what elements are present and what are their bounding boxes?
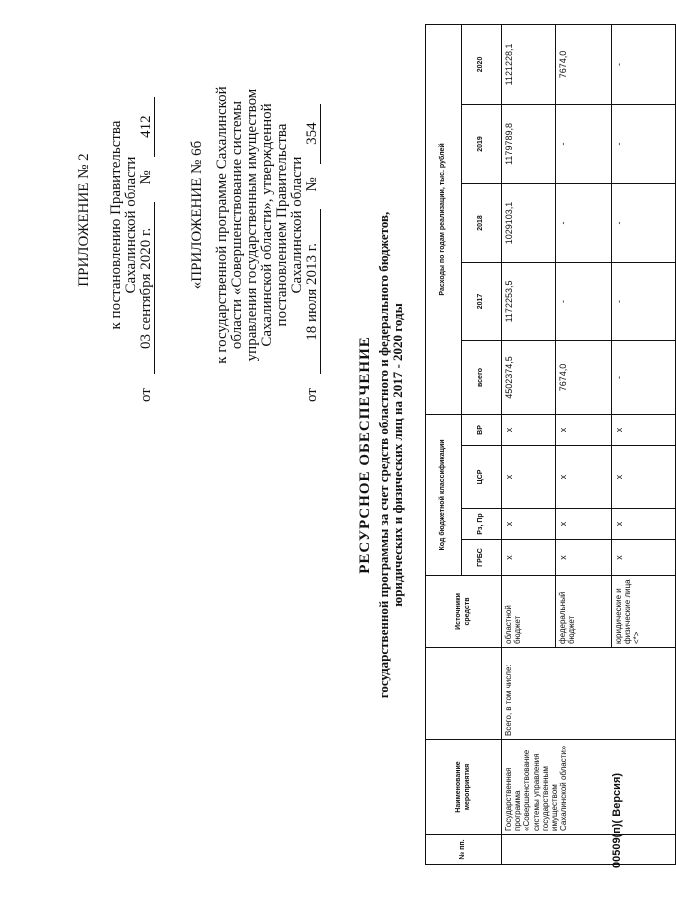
attachment-old-block (190, 40, 321, 410)
cell-2020: 7674,0 (556, 24, 612, 104)
table-row (502, 24, 556, 864)
cell-2020: - (612, 24, 676, 104)
title-main: РЕСУРСНОЕ ОБЕСПЕЧЕНИЕ (357, 336, 373, 574)
cell-total: 7674,0 (556, 340, 612, 414)
footer-code: 00509(п)( Версия) (611, 772, 623, 868)
cell-2017: 1172253,5 (502, 262, 556, 340)
header-grbs: ГРБС (462, 540, 502, 576)
attachment-old-num-label: № (304, 177, 320, 192)
header-sources: Источники средств (426, 576, 502, 648)
header-2018: 2018 (462, 183, 502, 262)
resource-table (425, 24, 676, 865)
document-title (358, 155, 406, 755)
header-kbk: Код бюджетной классификации (426, 414, 462, 575)
attachment-old-line-1: области «Совершенствование системы (229, 100, 245, 350)
cell-source: областной бюджет (502, 576, 556, 648)
attachment-old-heading: «ПРИЛОЖЕНИЕ № 6б (189, 140, 205, 290)
cell-csr: х (612, 446, 676, 509)
cell-rzpr: х (502, 509, 556, 540)
title-sub-line1: государственной программы за счет средств областного и федерального бюджетов, (376, 211, 391, 699)
attachment-old-line-2: управления государственным имуществом (244, 88, 260, 362)
cell-2017: - (556, 262, 612, 340)
cell-2018: 1029103,1 (502, 183, 556, 262)
attachment-new-number: 412 (139, 97, 155, 157)
cell-source: юридические и физические лица <*> (612, 576, 676, 648)
cell-csr: х (502, 446, 556, 509)
attachment-new-from-label: от (138, 388, 154, 402)
attachment-old-line-0: к государственной программе Сахалинской (214, 86, 230, 364)
attachment-new-heading: ПРИЛОЖЕНИЕ № 2 (76, 153, 92, 287)
header-2017: 2017 (462, 262, 502, 340)
header-empty (426, 648, 502, 740)
attachment-new-date: 03 сентября 2020 г. (139, 202, 155, 374)
cell-total: - (612, 340, 676, 414)
cell-csr: х (556, 446, 612, 509)
attachment-old-number: 354 (305, 104, 321, 164)
attachment-new-num-label: № (138, 170, 154, 185)
cell-grbs: х (556, 540, 612, 576)
attachment-new-date-row (139, 40, 155, 402)
cell-vr: х (556, 414, 612, 445)
cell-2018: - (556, 183, 612, 262)
cell-2020: 1121228,1 (502, 24, 556, 104)
attachment-old-line-5: Сахалинской области (289, 156, 305, 294)
cell-program-name: Государственная программа «Совершенствование системы управления государственным имуществом Сахалинской области» (502, 740, 676, 835)
attachment-old-line-3: Сахалинской области», утвержденной (259, 103, 275, 347)
cell-vr: х (502, 414, 556, 445)
header-csr: ЦСР (462, 446, 502, 509)
cell-grbs: х (612, 540, 676, 576)
cell-2017: - (612, 262, 676, 340)
title-sub-line2: юридических и физических лиц на 2017 - 2020 годы (390, 303, 406, 607)
header-2020: 2020 (462, 24, 502, 104)
attachment-new-block (77, 40, 155, 410)
attachment-new-line1: к постановлению Правительства (108, 120, 124, 330)
cell-total: 4502374,5 (502, 340, 556, 414)
cell-row-number (502, 835, 676, 865)
header-rzpr: Рз, Пр (462, 509, 502, 540)
cell-grbs: х (502, 540, 556, 576)
header-num: № пп. (426, 835, 502, 865)
header-expenses: Расходы по годам реализации, тыс. рублей (426, 24, 462, 414)
header-vr: ВР (462, 414, 502, 445)
cell-2019: - (612, 104, 676, 183)
attachment-old-line-4: постановлением Правительства (274, 123, 290, 327)
cell-rzpr: х (556, 509, 612, 540)
attachment-old-date: 18 июля 2013 г. (305, 209, 321, 374)
attachment-new-line2: Сахалинской области (123, 156, 139, 294)
attachment-old-date-row (305, 40, 321, 402)
header-name: Наименование мероприятия (426, 740, 502, 835)
header-2019: 2019 (462, 104, 502, 183)
header-total: всего (462, 340, 502, 414)
cell-source: федеральный бюджет (556, 576, 612, 648)
attachment-old-from-label: от (304, 388, 320, 402)
cell-vr: х (612, 414, 676, 445)
cell-2019: 1179789,8 (502, 104, 556, 183)
cell-2019: - (556, 104, 612, 183)
cell-total-label: Всего, в том числе: (502, 648, 676, 740)
cell-rzpr: х (612, 509, 676, 540)
cell-2018: - (612, 183, 676, 262)
